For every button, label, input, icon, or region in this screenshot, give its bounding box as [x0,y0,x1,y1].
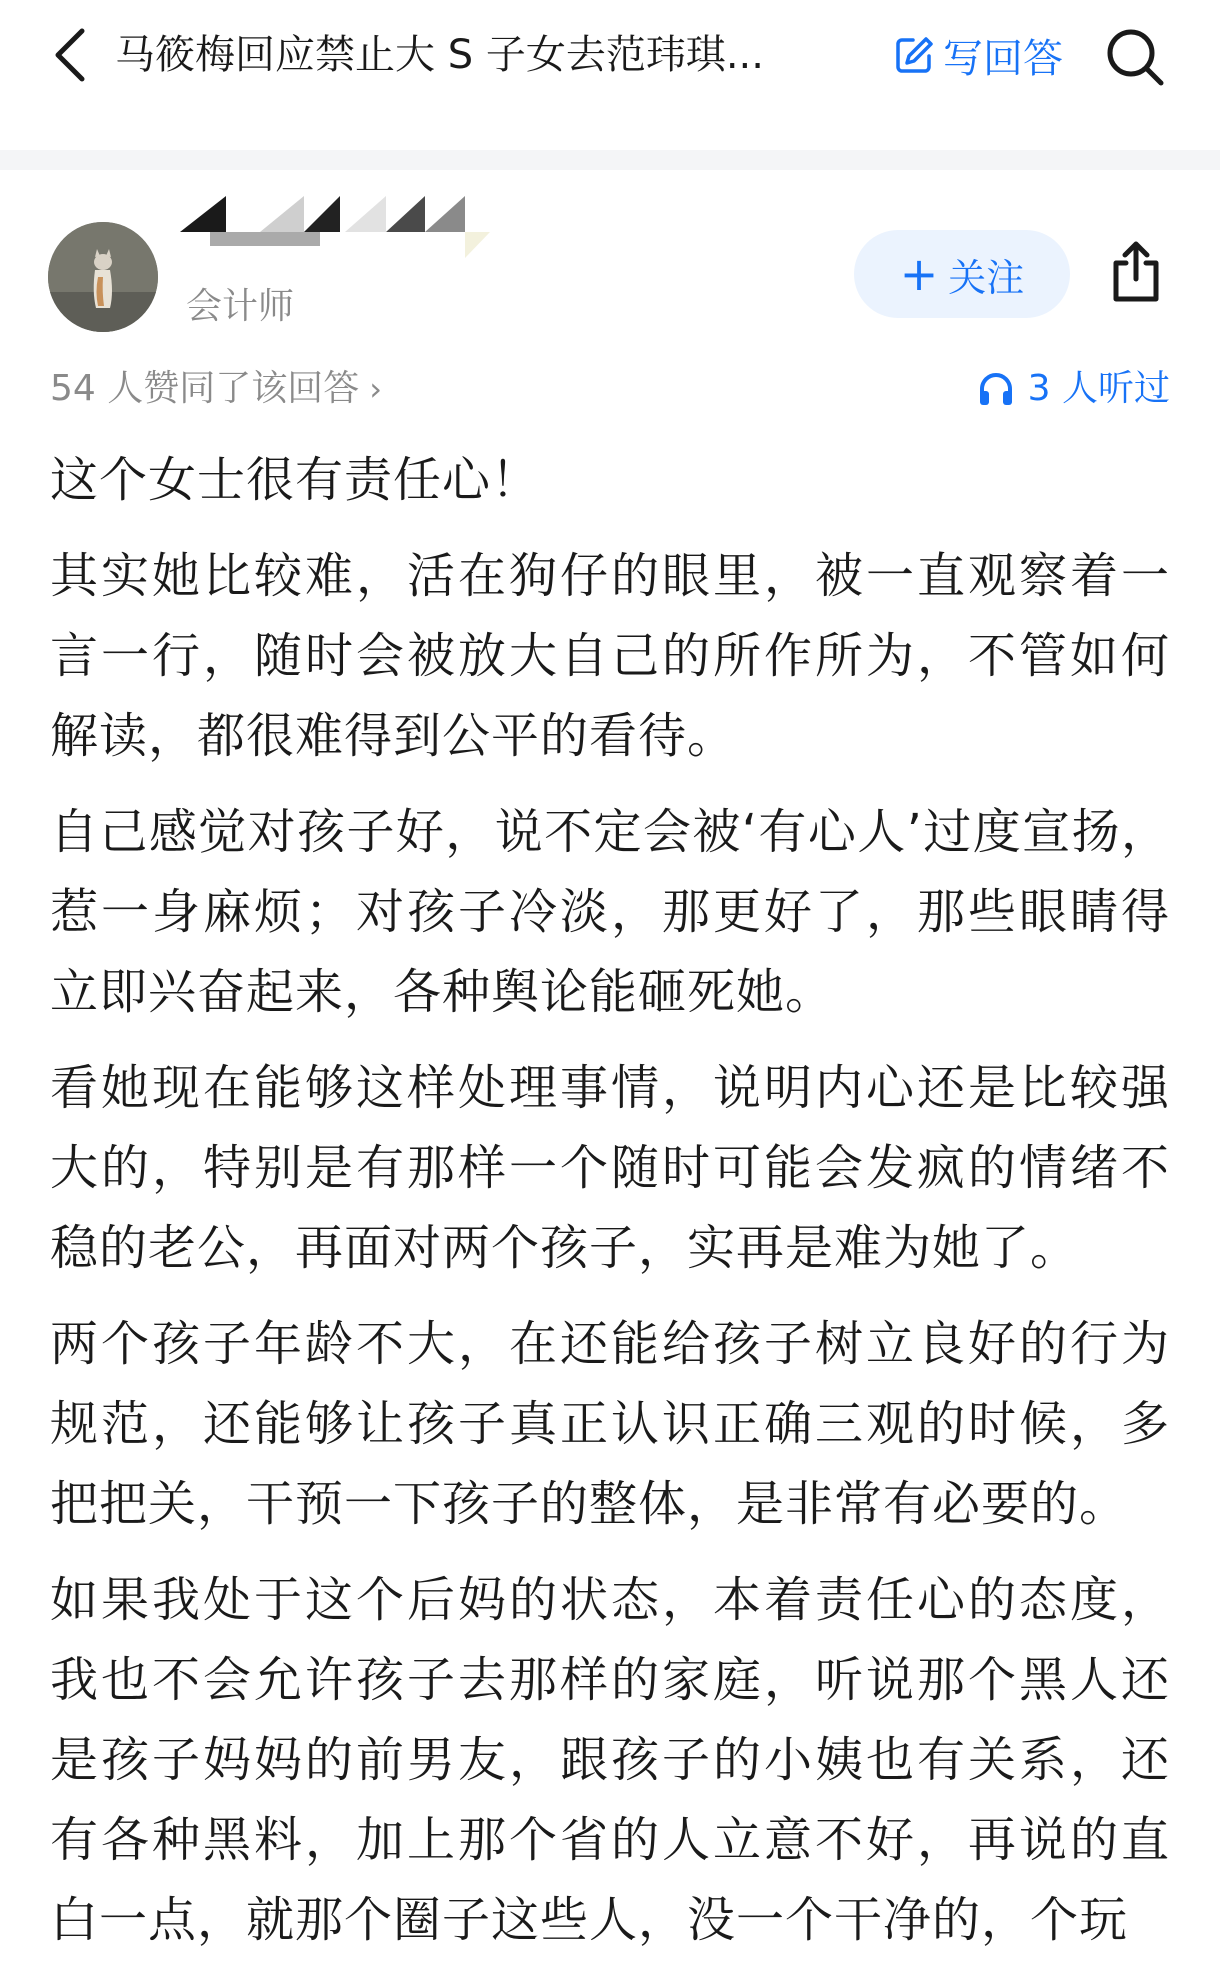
follow-label: 关注 [948,255,1025,300]
search-icon [1104,26,1166,88]
top-nav-bar [0,0,1220,150]
section-divider [0,150,1220,170]
follow-button[interactable] [854,230,1070,318]
share-icon [1106,239,1166,305]
avatar[interactable] [48,222,158,332]
listen-count-text: 3 人听过 [1027,368,1170,409]
answer-paragraph: 其实她比较难，活在狗仔的眼里，被一直观察着一言一行，随时会被放大自己的所作所为，不管如何解读，都很难得到公平的看待。 [50,548,1170,764]
agree-count-link[interactable] [50,364,382,414]
agree-count-text: 54 人赞同了该回答 [50,368,360,409]
question-title[interactable]: 马筱梅回应禁止大 S 子女去范玮琪... [115,32,764,78]
answer-paragraph: 如果我处于这个后妈的状态，本着责任心的态度，我也不会允许孩子去那样的家庭，听说那个黑人还是孩子妈妈的前男友，跟孩子的小姨也有关系，还有各种黑料，加上那个省的人立意不好，再说的直白一点，就那个圈子这些人，没一个干净的，个玩 [50,1572,1170,1948]
chevron-right-icon: › [369,370,383,408]
answer-paragraph: 看她现在能够这样处理事情，说明内心还是比较强大的，特别是有那样一个随时可能会发疯的情绪不稳的老公，再面对两个孩子，实再是难为她了。 [50,1060,1170,1276]
share-button[interactable] [1100,232,1172,312]
headphones-icon [976,369,1016,409]
back-button[interactable] [40,20,100,90]
answer-content [50,440,1170,1976]
author-name-redacted[interactable] [180,196,540,264]
answer-paragraph: 自己感觉对孩子好，说不定会被‘有心人’过度宣扬，惹一身麻烦；对孩子冷淡，那更好了，那些眼睛得立即兴奋起来，各种舆论能砸死她。 [50,804,1170,1020]
write-answer-label: 写回答 [943,35,1063,82]
back-arrow-icon [50,25,90,85]
author-title: 会计师 [186,286,295,327]
write-answer-button[interactable] [893,22,1063,88]
answer-paragraph: 这个女士很有责任心！ [50,452,541,508]
search-button[interactable] [1100,22,1170,92]
pen-icon [893,34,935,76]
plus-icon: + [899,247,939,301]
listen-count-button[interactable] [976,364,1170,414]
answer-paragraph: 两个孩子年龄不大，在还能给孩子树立良好的行为规范，还能够让孩子真正认识正确三观的时候，多把把关，干预一下孩子的整体，是非常有必要的。 [50,1316,1170,1532]
